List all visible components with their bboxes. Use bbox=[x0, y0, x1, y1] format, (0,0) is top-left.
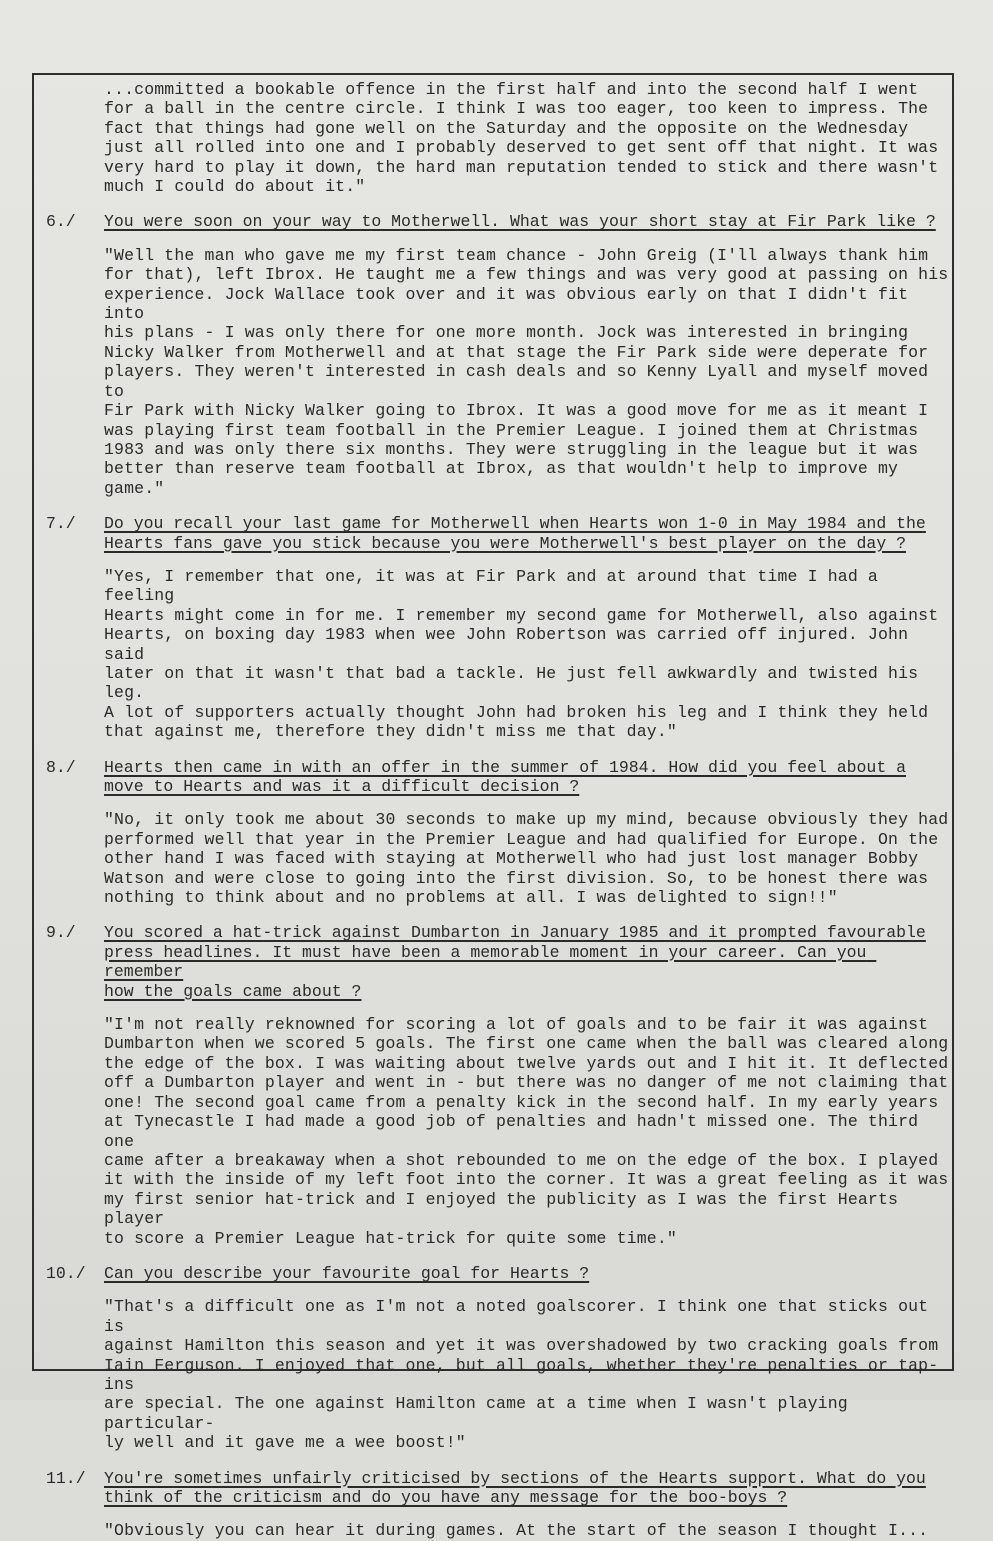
question-number: 9./ bbox=[46, 923, 76, 943]
question-block-10 bbox=[40, 1264, 950, 1453]
question-number: 7./ bbox=[46, 514, 76, 534]
answer-text: "Yes, I remember that one, it was at Fir Park and at around that time I had a feeling Hearts might come in for me. I remember my second game for Motherwell, also against Hearts, on boxing day 1983 when wee John Robertson was carried off injured. John said later on that it wasn't that bad a tackle. He just fell awkwardly and twisted his leg. A lot of supporters actually thought John had broken his leg and I think they held that against me, therefore they didn't miss me that day." bbox=[104, 566, 939, 742]
interview-text bbox=[40, 80, 950, 1541]
question-block-11 bbox=[40, 1469, 950, 1541]
question-block-9 bbox=[40, 923, 950, 1248]
question-block-8 bbox=[40, 758, 950, 908]
question-number: 10./ bbox=[46, 1263, 86, 1283]
question-block-7 bbox=[40, 514, 950, 741]
question-text: Do you recall your last game for Motherwell when Hearts won 1-0 in May 1984 and the Hearts fans gave you stick because you were Motherwell's best player on the day ? bbox=[104, 514, 926, 553]
answer-text: "Obviously you can hear it during games. At the start of the season I thought I... bbox=[104, 1521, 929, 1541]
answer-text: "That's a difficult one as I'm not a noted goalscorer. I think one that sticks out is against Hamilton this season and yet it was overshadowed by two cracking goals from Iain Ferguson. I enjoyed that one, but all goals, whether they're penalties or tap-ins are special. The one against Hamilton came at a time when I wasn't playing particular- ly well and it gave me a wee boost!" bbox=[104, 1297, 939, 1453]
question-number: 6./ bbox=[46, 212, 76, 232]
question-text: You're sometimes unfairly criticised by sections of the Hearts support. What do you think of the criticism and do you have any message for the boo-boys ? bbox=[104, 1468, 926, 1507]
question-text: Hearts then came in with an offer in the summer of 1984. How did you feel about a move to Hearts and was it a difficult decision ? bbox=[104, 757, 907, 796]
question-text: You were soon on your way to Motherwell. What was your short stay at Fir Park like ? bbox=[104, 212, 936, 232]
question-block-6 bbox=[40, 212, 950, 498]
answer-text: "Well the man who gave me my first team chance - John Greig (I'll always thank him for that), left Ibrox. He taught me a few things and was very good at passing on his experience. Jock Wallace took over and it was obvious early on that I didn't fit into his plans - I was only there for one more month. Jock was interested in bringing Nicky Walker from Motherwell and at that stage the Fir Park side were deperate for players. They weren't interested in cash deals and so Kenny Lyall and myself moved to Fir Park with Nicky Walker going to Ibrox. It was a good move for me as it meant I was playing first team football in the Premier League. I joined them at Christmas 1983 and was only there six months. They were struggling in the league but it was better than reserve team football at Ibrox, as that wouldn't help to improve my game." bbox=[104, 245, 949, 498]
question-number: 11./ bbox=[46, 1468, 86, 1488]
answer-text: "No, it only took me about 30 seconds to make up my mind, because obviously they had performed well that year in the Premier League and had qualified for Europe. On the other hand I was faced with staying at Motherwell who had just lost manager Bobby Watson and were close to going into the first division. So, to be honest there was nothing to think about and no problems at all. I was delighted to sign!!" bbox=[104, 810, 949, 908]
opening-answer: ...committed a bookable offence in the first half and into the second half I went for a ball in the centre circle. I think I was too eager, too keen to impress. The fact that things had gone well on the Saturday and the opposite on the Wednesday just all rolled into one and I probably deserved to get sent off that night. It was very hard to play it down, the hard man reputation tended to stick and there wasn't much I could do about it." bbox=[104, 80, 939, 197]
question-text: You scored a hat-trick against Dumbarton in January 1985 and it prompted favourable press headlines. It must have been a memorable moment in your career. Can you remember how the goals came about ? bbox=[104, 923, 926, 1001]
question-number: 8./ bbox=[46, 757, 76, 777]
answer-text: "I'm not really reknowned for scoring a lot of goals and to be fair it was against Dumbarton when we scored 5 goals. The first one came when the ball was cleared along the edge of the box. I was waiting about twelve yards out and I hit it. It deflected off a Dumbarton player and went in - but there was no danger of me not claiming that one! The second goal came from a penalty kick in the second half. In my early years at Tynecastle I had made a good job of penalties and hadn't missed one. The third one came after a breakaway when a shot rebounded to me on the edge of the box. I played it with the inside of my left foot into the corner. It was a great feeling as it was my first senior hat-trick and I enjoyed the publicity as I was the first Hearts player to score a Premier League hat-trick for quite some time." bbox=[104, 1015, 949, 1248]
question-text: Can you describe your favourite goal for Hearts ? bbox=[104, 1263, 590, 1283]
